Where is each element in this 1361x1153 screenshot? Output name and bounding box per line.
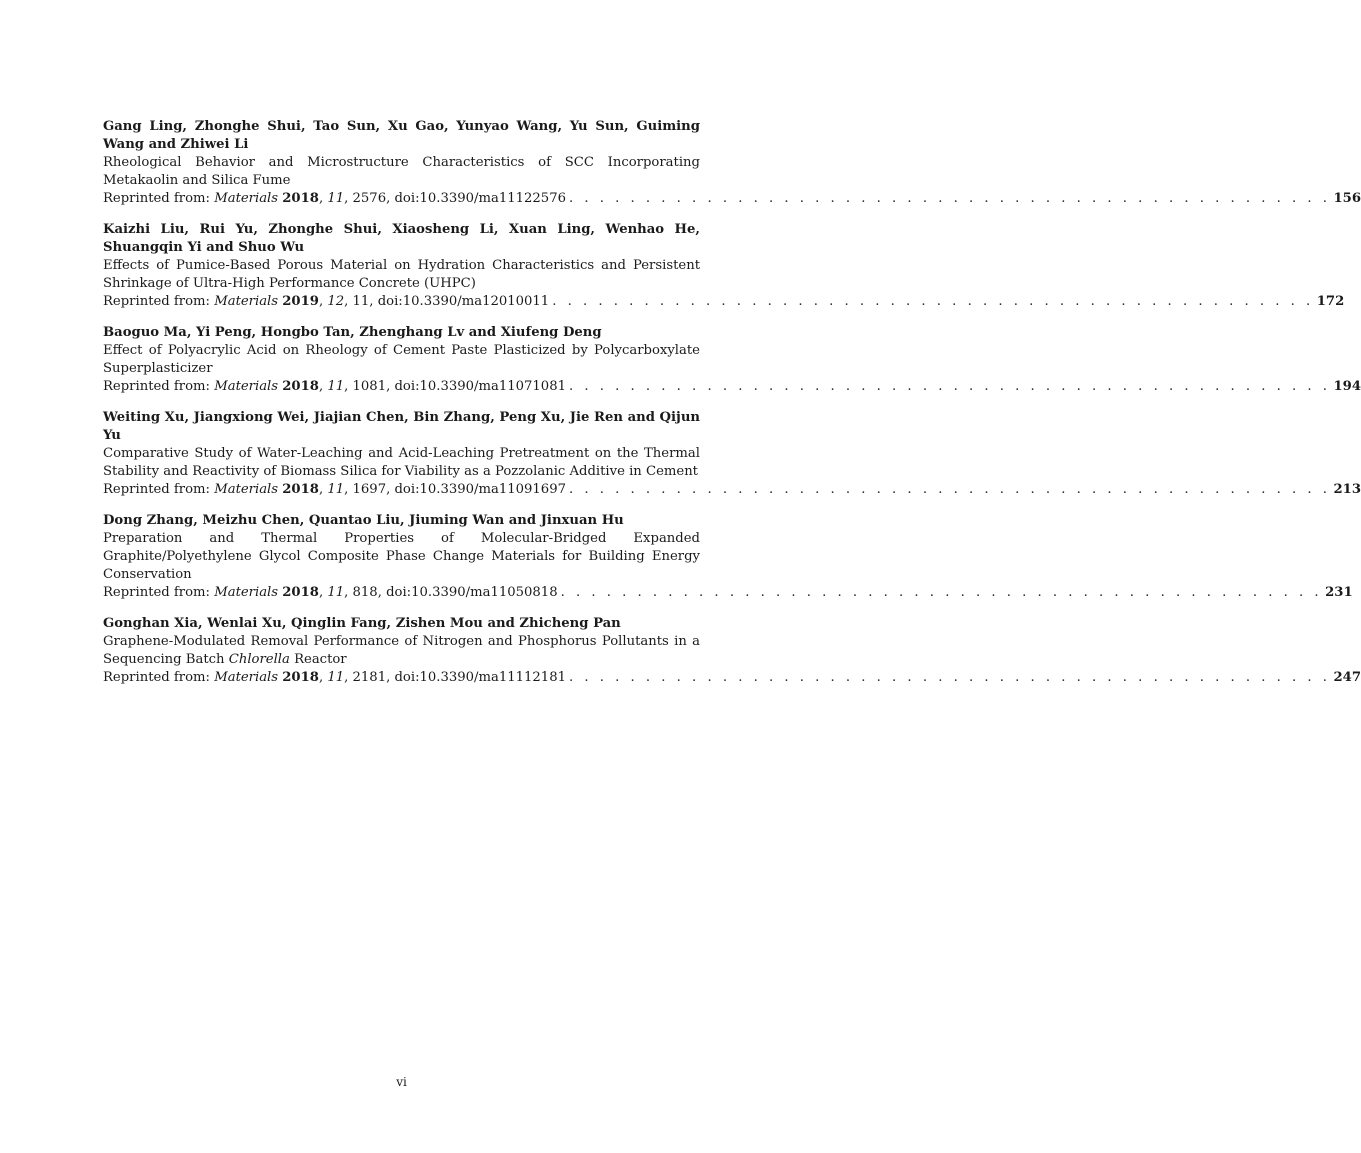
entry-authors: Dong Zhang, Meizhu Chen, Quantao Liu, Jiuming Wan and Jinxuan Hu bbox=[103, 513, 624, 528]
journal-year: 2019 bbox=[282, 294, 319, 309]
entry-authors: Kaizhi Liu, Rui Yu, Zhonghe Shui, Xiaosheng Li, Xuan Ling, Wenhao He, Shuangqin Yi and Shuo Wu bbox=[103, 222, 700, 255]
journal-year: 2018 bbox=[282, 191, 319, 206]
dot-leader: . . . . . . . . . . . . . . . . . . . . . . . . . . . . . . . . . . . . . . . . . . . . . . . . . . bbox=[568, 670, 1331, 685]
entry-title-text: Effects of Pumice-Based Porous Material on Hydration Characteristics and Persistent Shrinkage of Ultra-High Performance Concrete (UHPC) bbox=[103, 258, 700, 291]
table-of-contents bbox=[103, 118, 1361, 700]
entry-title bbox=[103, 154, 700, 190]
entry-title-text: Effect of Polyacrylic Acid on Rheology of Cement Paste Plasticized by Polycarboxylate Superplasticizer bbox=[103, 343, 700, 376]
entry-title-suffix: Reactor bbox=[289, 652, 347, 667]
citation-rest: , 1081, doi:10.3390/ma11071081 bbox=[344, 379, 566, 394]
reprint-label: Reprinted from: bbox=[103, 294, 215, 309]
citation-rest: , 1697, doi:10.3390/ma11091697 bbox=[344, 482, 566, 497]
page-number: 213 bbox=[1333, 482, 1361, 497]
entry-title-text: Rheological Behavior and Microstructure Characteristics of SCC Incorporating Metakaolin and Silica Fume bbox=[103, 155, 700, 188]
journal-name: Materials bbox=[214, 191, 279, 206]
page-number: 247 bbox=[1333, 670, 1361, 685]
journal-volume: 11 bbox=[327, 191, 345, 206]
journal-volume: 11 bbox=[327, 670, 345, 685]
entry-title-text: Graphene-Modulated Removal Performance of Nitrogen and Phosphorus Pollutants in a Sequencing Batch bbox=[103, 634, 700, 667]
toc-entry bbox=[103, 409, 1361, 499]
dot-leader: . . . . . . . . . . . . . . . . . . . . . . . . . . . . . . . . . . . . . . . . . . . . . . . . . . bbox=[568, 482, 1331, 497]
journal-volume: 11 bbox=[327, 585, 345, 600]
entry-title bbox=[103, 530, 700, 584]
entry-citation: Reprinted from: Materials 2018, 11, 818, doi:10.3390/ma11050818 bbox=[103, 585, 558, 600]
citation-rest: , 818, doi:10.3390/ma11050818 bbox=[344, 585, 558, 600]
page-number: 194 bbox=[1333, 379, 1361, 394]
journal-volume: 11 bbox=[327, 482, 345, 497]
toc-entry bbox=[103, 324, 1361, 396]
toc-entry bbox=[103, 615, 1361, 687]
reprint-label: Reprinted from: bbox=[103, 191, 215, 206]
citation-rest: , 2181, doi:10.3390/ma11112181 bbox=[344, 670, 566, 685]
journal-year: 2018 bbox=[282, 670, 319, 685]
journal-name: Materials bbox=[214, 482, 279, 497]
page-number: 172 bbox=[1316, 294, 1345, 309]
journal-year: 2018 bbox=[282, 585, 319, 600]
reprint-label: Reprinted from: bbox=[103, 379, 215, 394]
page-number: 156 bbox=[1333, 191, 1361, 206]
reprint-label: Reprinted from: bbox=[103, 585, 215, 600]
page-number: 231 bbox=[1325, 585, 1353, 600]
dot-leader: . . . . . . . . . . . . . . . . . . . . . . . . . . . . . . . . . . . . . . . . . . . . . . . . . . bbox=[568, 379, 1331, 394]
journal-name: Materials bbox=[214, 379, 279, 394]
toc-entry bbox=[103, 512, 1353, 602]
journal-name: Materials bbox=[214, 294, 279, 309]
journal-name: Materials bbox=[214, 670, 279, 685]
entry-authors: Baoguo Ma, Yi Peng, Hongbo Tan, Zhenghang Lv and Xiufeng Deng bbox=[103, 325, 602, 340]
entry-reprint-line bbox=[103, 669, 1361, 687]
entry-citation: Reprinted from: Materials 2019, 12, 11, doi:10.3390/ma12010011 bbox=[103, 294, 550, 309]
entry-title bbox=[103, 445, 700, 481]
entry-reprint-line bbox=[103, 584, 1353, 602]
dot-leader: . . . . . . . . . . . . . . . . . . . . . . . . . . . . . . . . . . . . . . . . . . . . . . . . . . bbox=[552, 294, 1314, 309]
entry-title bbox=[103, 342, 700, 378]
entry-title-text: Comparative Study of Water-Leaching and Acid-Leaching Pretreatment on the Thermal Stability and Reactivity of Biomass Silica for Viability as a Pozzolanic Additive in Cement bbox=[103, 446, 700, 479]
entry-citation: Reprinted from: Materials 2018, 11, 1081, doi:10.3390/ma11071081 bbox=[103, 379, 566, 394]
entry-reprint-line bbox=[103, 190, 1361, 208]
entry-title bbox=[103, 257, 700, 293]
dot-leader: . . . . . . . . . . . . . . . . . . . . . . . . . . . . . . . . . . . . . . . . . . . . . . . . . . bbox=[568, 191, 1331, 206]
toc-entry bbox=[103, 221, 1345, 311]
dot-leader: . . . . . . . . . . . . . . . . . . . . . . . . . . . . . . . . . . . . . . . . . . . . . . . . . . bbox=[560, 585, 1323, 600]
toc-entry bbox=[103, 118, 1361, 208]
entry-citation: Reprinted from: Materials 2018, 11, 2576, doi:10.3390/ma11122576 bbox=[103, 191, 566, 206]
entry-reprint-line bbox=[103, 481, 1361, 499]
entry-authors: Gang Ling, Zhonghe Shui, Tao Sun, Xu Gao, Yunyao Wang, Yu Sun, Guiming Wang and Zhiwei Li bbox=[103, 119, 700, 152]
journal-year: 2018 bbox=[282, 482, 319, 497]
entry-authors: Weiting Xu, Jiangxiong Wei, Jiajian Chen, Bin Zhang, Peng Xu, Jie Ren and Qijun Yu bbox=[103, 410, 700, 443]
citation-rest: , 2576, doi:10.3390/ma11122576 bbox=[344, 191, 566, 206]
entry-citation: Reprinted from: Materials 2018, 11, 1697, doi:10.3390/ma11091697 bbox=[103, 482, 566, 497]
journal-name: Materials bbox=[214, 585, 279, 600]
entry-title-italic: Chlorella bbox=[228, 652, 290, 667]
journal-year: 2018 bbox=[282, 379, 319, 394]
entry-reprint-line bbox=[103, 293, 1345, 311]
entry-title bbox=[103, 633, 700, 669]
entry-reprint-line bbox=[103, 378, 1361, 396]
reprint-label: Reprinted from: bbox=[103, 670, 215, 685]
page-footer-number: vi bbox=[396, 1075, 407, 1089]
citation-rest: , 11, doi:10.3390/ma12010011 bbox=[344, 294, 550, 309]
entry-citation: Reprinted from: Materials 2018, 11, 2181, doi:10.3390/ma11112181 bbox=[103, 670, 566, 685]
journal-volume: 12 bbox=[327, 294, 345, 309]
entry-title-text: Preparation and Thermal Properties of Molecular-Bridged Expanded Graphite/Polyethylene Glycol Composite Phase Change Materials for Building Energy Conservation bbox=[103, 531, 700, 582]
reprint-label: Reprinted from: bbox=[103, 482, 215, 497]
entry-authors: Gonghan Xia, Wenlai Xu, Qinglin Fang, Zishen Mou and Zhicheng Pan bbox=[103, 616, 621, 631]
journal-volume: 11 bbox=[327, 379, 345, 394]
